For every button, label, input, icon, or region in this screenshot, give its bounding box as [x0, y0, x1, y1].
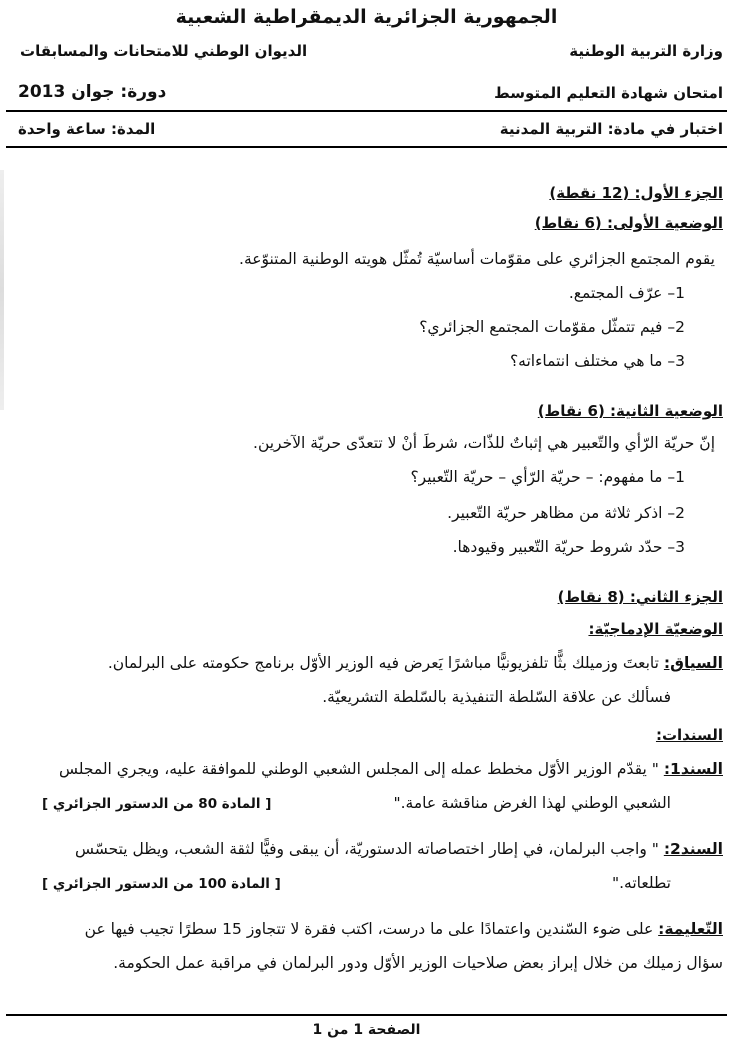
scan-margin-shadow	[0, 170, 4, 410]
context-text: تابعتَ وزميلك بثًّا تلفزيونيًّا مباشرًا يَعرض فيه الوزير الأوّل برنامج حكومته على البرلمان.	[107, 654, 664, 672]
doc2-source: [ المادة 100 من الدستور الجزائري ]	[42, 876, 281, 892]
header-divider-bottom	[6, 146, 727, 148]
doc2-text: " واجب البرلمان، في إطار اختصاصاته الدستوريّة، أن يبقى وفيًّا لثقة الشعب، ويظل يتحسّس	[75, 840, 664, 858]
doc1-text: " يقدّم الوزير الأوّل مخطط عمله إلى المجلس الشعبي الوطني للموافقة عليه، ويجري المجلس	[58, 760, 664, 778]
doc2-line-2: تطلعاته."	[611, 874, 671, 892]
doc2-line-1	[75, 840, 723, 858]
situation1-question-3: 3– ما هي مختلف انتماءاته؟	[509, 352, 685, 370]
subject-label: اختبار في مادة: التربية المدنية	[499, 120, 723, 138]
context-line-2: فسألك عن علاقة السّلطة التنفيذية بالسّلطة التشريعيّة.	[322, 688, 671, 706]
instruction-line-1	[85, 920, 723, 938]
situation1-intro: يقوم المجتمع الجزائري على مقوّمات أساسيّة تُمثّل هويته الوطنية المتنوّعة.	[239, 250, 715, 268]
instruction-line-2: سؤال زميلك من خلال إبراز بعض صلاحيات الوزير الأوّل ودور البرلمان في مراقبة عمل الحكومة.	[113, 954, 723, 972]
session-label: دورة: جوان 2013	[18, 82, 167, 102]
part1-title: الجزء الأول: (12 نقطة)	[549, 184, 723, 202]
footer-divider	[6, 1014, 727, 1016]
ministry-label: وزارة التربية الوطنية	[569, 42, 723, 60]
situation1-question-2: 2– فيم تتمثّل مقوّمات المجتمع الجزائري؟	[419, 318, 685, 336]
instruction-label: التّعليمة:	[658, 920, 723, 938]
situation2-intro: إنّ حريّة الرّأي والتّعبير هي إثباتٌ للذّات، شرطَ أنْ لا تتعدّى حريّة الآخرين.	[253, 434, 715, 452]
context-line-1	[108, 654, 723, 672]
republic-title: الجمهورية الجزائرية الديمقراطية الشعبية	[175, 6, 558, 28]
situation2-title: الوضعية الثانية: (6 نقاط)	[537, 402, 723, 420]
doc1-line-1	[59, 760, 723, 778]
part2-title: الجزء الثاني: (8 نقاط)	[557, 588, 723, 606]
doc1-source: [ المادة 80 من الدستور الجزائري ]	[42, 796, 272, 812]
situation1-question-1: 1– عرّف المجتمع.	[568, 284, 685, 302]
integrative-situation-title: الوضعيّة الإدماجيّة:	[588, 620, 723, 638]
situation2-question-1: 1– ما مفهوم: – حريّة الرّأي – حريّة التّعبير؟	[410, 468, 685, 486]
instruction-text: على ضوء السّندين واعتمادًا على ما درست، اكتب فقرة لا تتجاوز 15 سطرًا تجيب فيها عن	[84, 920, 659, 938]
context-label: السياق:	[663, 654, 723, 672]
doc1-line-2: الشعبي الوطني لهذا الغرض مناقشة عامة."	[393, 794, 671, 812]
doc1-label: السند1:	[663, 760, 723, 778]
documents-label: السندات:	[655, 726, 723, 744]
doc2-label: السند2:	[663, 840, 723, 858]
situation1-title: الوضعية الأولى: (6 نقاط)	[534, 214, 723, 232]
office-label: الديوان الوطني للامتحانات والمسابقات	[20, 42, 308, 60]
page-number: الصفحة 1 من 1	[312, 1022, 421, 1038]
duration-label: المدة: ساعة واحدة	[18, 120, 156, 138]
exam-label: امتحان شهادة التعليم المتوسط	[494, 84, 723, 102]
situation2-question-3: 3– حدّد شروط حريّة التّعبير وقيودها.	[452, 538, 685, 556]
header-divider-top	[6, 110, 727, 112]
situation2-question-2: 2– اذكر ثلاثة من مظاهر حريّة التّعبير.	[447, 504, 685, 522]
